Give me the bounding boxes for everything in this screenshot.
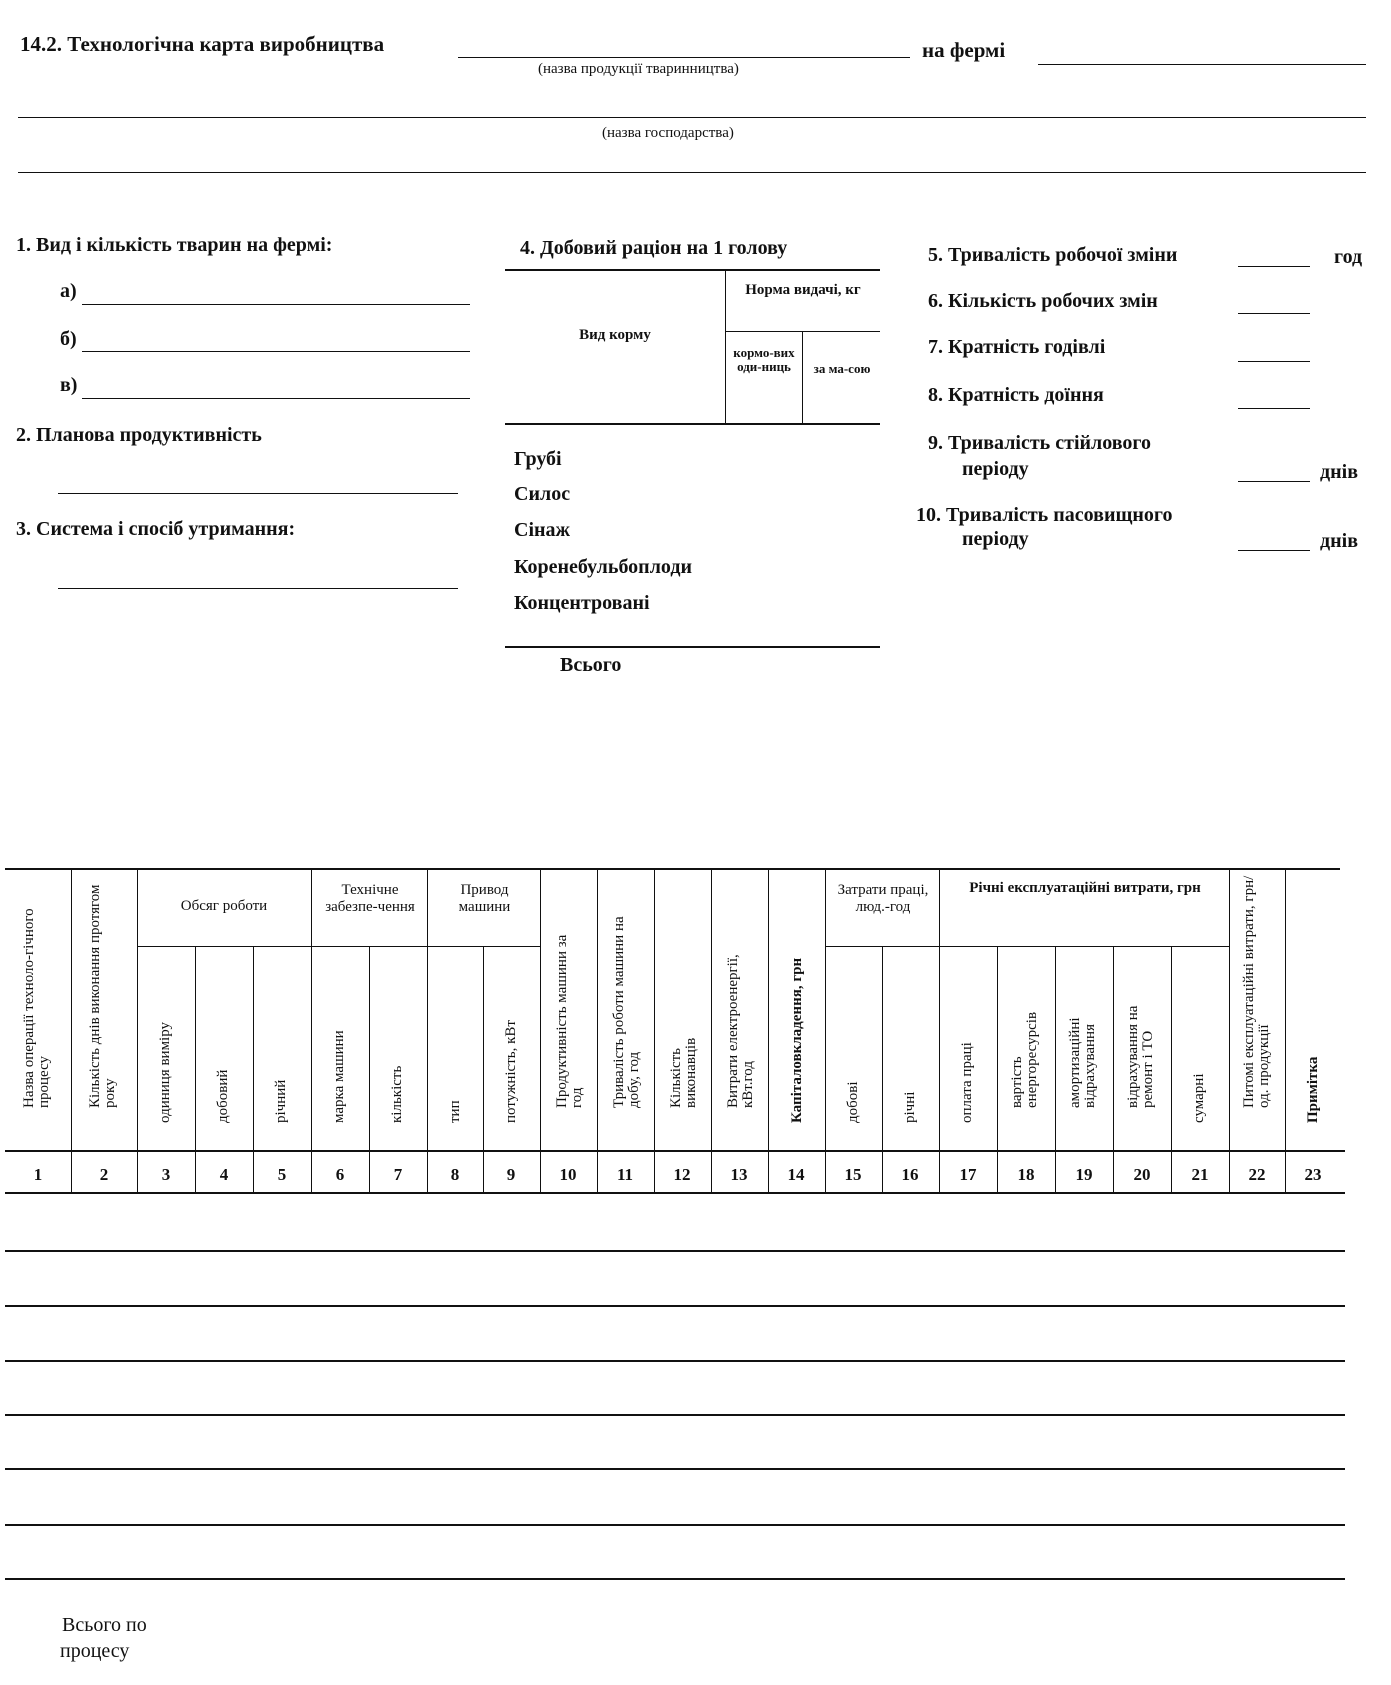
item10-label2: періоду xyxy=(962,528,1029,550)
col-rule xyxy=(1171,947,1172,1192)
col-rule xyxy=(1055,947,1056,1192)
col-productivity: Продуктивність машини за год xyxy=(554,934,585,1108)
ration-bottom-rule xyxy=(505,646,880,648)
col-labor-daily: добові xyxy=(845,1081,861,1123)
col-rule xyxy=(939,870,940,1192)
col-rule xyxy=(1229,870,1230,1192)
col-number: 1 xyxy=(33,1165,43,1184)
col-number: 20 xyxy=(1133,1165,1151,1184)
table-number-rule xyxy=(5,1150,1345,1152)
item9-line[interactable] xyxy=(1238,481,1310,482)
entry-row-line[interactable] xyxy=(5,1360,1345,1362)
feed-haylage: Сінаж xyxy=(514,519,571,541)
col-number: 9 xyxy=(506,1165,516,1184)
col-number: 6 xyxy=(335,1165,345,1184)
header-line-2[interactable] xyxy=(18,117,1366,118)
col-number: 21 xyxy=(1191,1165,1209,1184)
col-number: 5 xyxy=(277,1165,287,1184)
col-number: 14 xyxy=(787,1165,805,1184)
col-number: 13 xyxy=(730,1165,748,1184)
item10-unit: днів xyxy=(1320,530,1358,552)
col-rule xyxy=(71,870,72,1192)
col-unit: одиниця виміру xyxy=(157,1021,173,1123)
col-number: 15 xyxy=(844,1165,862,1184)
col-rule xyxy=(768,870,769,1192)
productivity-line[interactable] xyxy=(58,493,458,494)
col-number: 19 xyxy=(1075,1165,1093,1184)
col-feed-units: кормо-вих оди-ниць xyxy=(733,345,795,374)
col-machine-brand: марка машини xyxy=(331,1030,347,1123)
ration-head-bottom xyxy=(505,423,880,425)
col-rule xyxy=(825,870,826,1192)
item9-label2: періоду xyxy=(962,458,1029,480)
feed-total: Всього xyxy=(560,654,622,676)
col-norm: Норма видачі, кг xyxy=(745,282,861,298)
entry-row-line[interactable] xyxy=(5,1250,1345,1252)
col-duration: Тривалість роботи машини на добу, год xyxy=(611,916,642,1108)
col-rule xyxy=(369,947,370,1192)
col-number: 10 xyxy=(559,1165,577,1184)
process-total-line1: Всього по xyxy=(62,1614,147,1636)
farm-label: на фермі xyxy=(922,38,1006,62)
feed-concentrates: Концентровані xyxy=(514,592,650,614)
col-rule xyxy=(997,947,998,1192)
col-mass: за ма-сою xyxy=(813,361,871,376)
ration-divider-2 xyxy=(802,332,803,424)
col-number: 12 xyxy=(673,1165,691,1184)
col-rule xyxy=(137,870,138,1192)
col-number: 7 xyxy=(393,1165,403,1184)
page-title: 14.2. Технологічна карта виробництва xyxy=(20,32,385,56)
col-number: 4 xyxy=(219,1165,229,1184)
entry-row-line[interactable] xyxy=(5,1524,1345,1526)
item8-line[interactable] xyxy=(1238,408,1310,409)
table-top-rule xyxy=(5,868,1340,870)
entry-row-line[interactable] xyxy=(5,1468,1345,1470)
group-volume: Обсяг роботи xyxy=(180,898,268,914)
section4-heading: 4. Добовий раціон на 1 голову xyxy=(520,237,788,259)
col-rule xyxy=(711,870,712,1192)
col-rule xyxy=(1113,947,1114,1192)
group-tech: Технічне забезпе-чення xyxy=(325,882,415,915)
feed-rough: Грубі xyxy=(514,448,562,470)
col-number: 3 xyxy=(161,1165,171,1184)
col-rule xyxy=(311,870,312,1192)
col-electricity: Витрати електроенергії, кВт.год xyxy=(725,954,756,1108)
header-line-3[interactable] xyxy=(18,172,1366,173)
item7-label: 7. Кратність годівлі xyxy=(928,336,1106,358)
col-rule xyxy=(540,870,541,1192)
col-daily: добовий xyxy=(215,1069,231,1123)
farm-name-line[interactable] xyxy=(1038,64,1366,65)
ration-norm-rule xyxy=(726,331,880,332)
entry-row-line[interactable] xyxy=(5,1305,1345,1307)
product-caption: (назва продукції тваринництва) xyxy=(538,61,739,77)
col-feed-type: Вид корму xyxy=(579,327,651,343)
col-rule xyxy=(597,870,598,1192)
enterprise-caption: (назва господарства) xyxy=(602,125,734,141)
feed-roots: Коренебульбоплоди xyxy=(514,556,692,578)
col-number: 2 xyxy=(99,1165,109,1184)
section1-heading: 1. Вид і кількість тварин на фермі: xyxy=(16,234,333,256)
col-wages: оплата праці xyxy=(959,1042,975,1123)
ration-divider-1 xyxy=(725,270,726,424)
col-energy-cost: вартість енергоресурсів xyxy=(1009,1011,1040,1108)
animal-item-a: а) xyxy=(60,280,77,302)
process-total-line2: процесу xyxy=(60,1640,130,1662)
col-total-costs: сумарні xyxy=(1191,1073,1207,1123)
col-rule xyxy=(483,947,484,1192)
col-labor-annual: річні xyxy=(902,1091,918,1123)
group-rule-annual xyxy=(939,946,1229,947)
section2-heading: 2. Планова продуктивність xyxy=(16,424,262,446)
col-number: 23 xyxy=(1304,1165,1322,1184)
item6-label: 6. Кількість робочих змін xyxy=(928,290,1158,312)
col-annual: річний xyxy=(273,1079,289,1123)
table-bottom-rule xyxy=(5,1192,1345,1194)
col-quantity: кількість xyxy=(389,1065,405,1123)
col-depreciation: амортизаційні відрахування xyxy=(1067,1017,1098,1108)
col-drive-type: тип xyxy=(447,1100,463,1123)
item9-label: 9. Тривалість стійлового xyxy=(928,432,1152,454)
item7-line[interactable] xyxy=(1238,361,1310,362)
animal-b-line[interactable] xyxy=(82,351,470,352)
col-operation-name: Назва операції техноло-гічного процесу xyxy=(21,908,52,1108)
entry-row-line[interactable] xyxy=(5,1414,1345,1416)
feed-silage: Силос xyxy=(514,483,571,505)
animal-a-line[interactable] xyxy=(82,304,470,305)
col-number: 22 xyxy=(1248,1165,1266,1184)
group-annual: Річні експлуатаційні витрати, грн xyxy=(969,880,1201,896)
col-rule xyxy=(195,947,196,1192)
ration-top-rule xyxy=(505,269,880,271)
item5-line[interactable] xyxy=(1238,266,1310,267)
section3-heading: 3. Система і спосіб утримання: xyxy=(16,518,296,540)
item5-unit: год xyxy=(1334,246,1363,268)
col-number: 8 xyxy=(450,1165,460,1184)
col-rule xyxy=(654,870,655,1192)
group-rule-volume xyxy=(137,946,311,947)
col-repair: відрахування на ремонт і ТО xyxy=(1125,1005,1156,1108)
product-name-line[interactable] xyxy=(458,57,910,58)
group-drive: Привод машини xyxy=(458,882,511,915)
item10-line[interactable] xyxy=(1238,550,1310,551)
animal-item-c: в) xyxy=(60,374,78,396)
housing-line[interactable] xyxy=(58,588,458,589)
col-number: 18 xyxy=(1017,1165,1035,1184)
item6-line[interactable] xyxy=(1238,313,1310,314)
col-workers: Кількість виконавців xyxy=(668,1037,699,1108)
col-days: Кількість днів виконання протягом року xyxy=(87,884,118,1108)
col-rule xyxy=(427,870,428,1192)
col-rule xyxy=(253,947,254,1192)
item10-label: 10. Тривалість пасовищного xyxy=(916,504,1173,526)
col-capital: Капіталовкладення, грн xyxy=(789,957,805,1123)
col-rule xyxy=(882,947,883,1192)
col-number: 11 xyxy=(616,1165,634,1184)
item5-label: 5. Тривалість робочої зміни xyxy=(928,244,1178,266)
col-note: Примітка xyxy=(1305,1056,1321,1123)
item9-unit: днів xyxy=(1320,461,1358,483)
item8-label: 8. Кратність доїння xyxy=(928,384,1104,406)
animal-c-line[interactable] xyxy=(82,398,470,399)
animal-item-b: б) xyxy=(60,328,77,350)
col-power: потужність, кВт xyxy=(503,1020,519,1123)
entry-row-line[interactable] xyxy=(5,1578,1345,1580)
group-labor: Затрати праці, люд.-год xyxy=(837,882,929,915)
col-rule xyxy=(1285,870,1286,1192)
col-number: 16 xyxy=(901,1165,919,1184)
col-number: 17 xyxy=(959,1165,977,1184)
col-specific-costs: Питомі експлуатаційні витрати, грн/од. продукції xyxy=(1241,875,1272,1108)
